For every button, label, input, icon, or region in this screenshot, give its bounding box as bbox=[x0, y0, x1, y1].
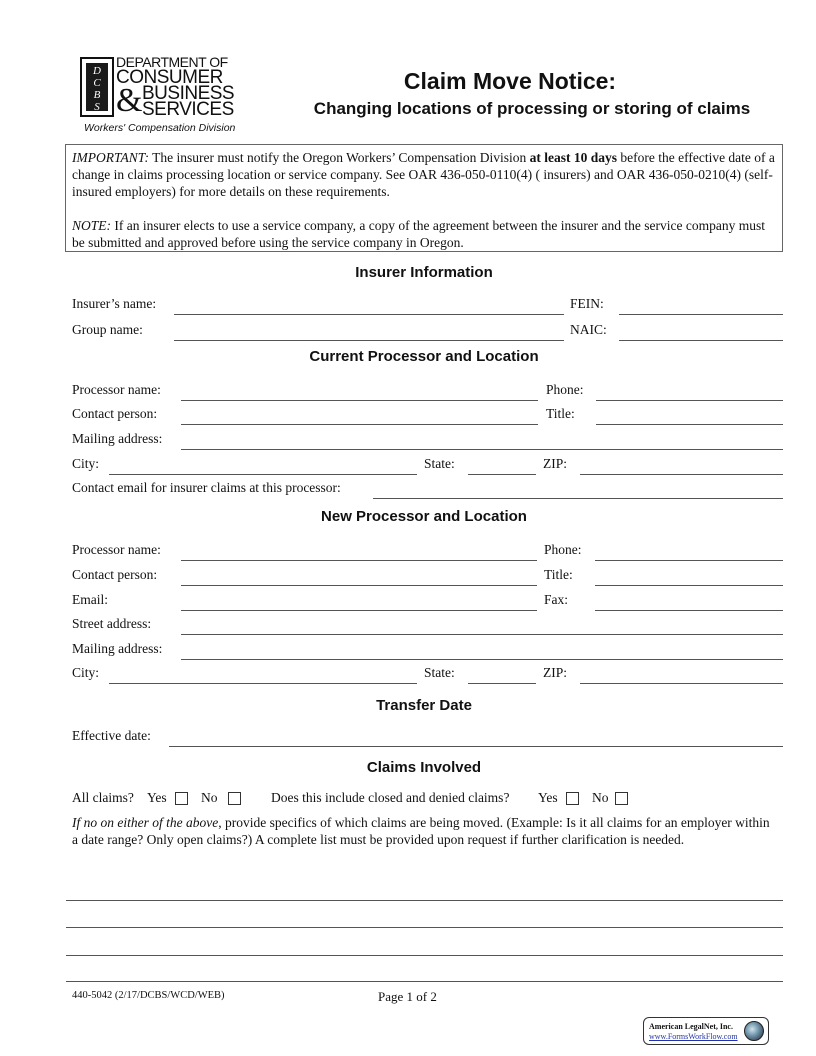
important-notice bbox=[65, 144, 783, 252]
page-subtitle: Changing locations of processing or storing of claims bbox=[313, 99, 751, 118]
new-city-field[interactable] bbox=[109, 666, 417, 684]
section-title-claims-involved: Claims Involved bbox=[366, 759, 482, 776]
logo-ampersand: & bbox=[116, 82, 143, 119]
new-street-address-field[interactable] bbox=[181, 617, 783, 635]
new-mailing-address-field[interactable] bbox=[181, 642, 783, 660]
new-street-address-label: Street address: bbox=[72, 616, 152, 631]
group-name-field[interactable] bbox=[174, 323, 564, 341]
legalnet-badge[interactable] bbox=[643, 1017, 769, 1045]
current-processor-name-field[interactable] bbox=[181, 383, 538, 401]
logo-line-consumer: CONSUMER bbox=[116, 67, 223, 88]
new-processor-name-label: Processor name: bbox=[72, 542, 161, 557]
logo-division: Workers' Compensation Division bbox=[84, 122, 236, 134]
new-email-label: Email: bbox=[72, 592, 108, 607]
important-paragraph bbox=[72, 149, 776, 200]
new-city-label: City: bbox=[72, 665, 100, 680]
current-contact-email-field[interactable] bbox=[373, 481, 783, 499]
badge-company: American LegalNet, Inc. bbox=[649, 1022, 733, 1031]
section-title-insurer: Insurer Information bbox=[355, 264, 493, 281]
effective-date-label: Effective date: bbox=[72, 728, 151, 743]
current-processor-name-label: Processor name: bbox=[72, 382, 161, 397]
claims-instructions bbox=[72, 814, 772, 848]
new-zip-label: ZIP: bbox=[543, 665, 568, 680]
note-paragraph bbox=[72, 217, 776, 251]
naic-field[interactable] bbox=[619, 323, 783, 341]
insurer-name-field[interactable] bbox=[174, 297, 564, 315]
claims-specifics-line-1[interactable] bbox=[66, 883, 783, 901]
note-text: If an insurer elects to use a service company, a copy of the agreement between the insurer and the service company must be submitted and approved before using the service company in Oregon. bbox=[72, 218, 766, 250]
new-title-field[interactable] bbox=[595, 568, 783, 586]
logo-line-department: DEPARTMENT OF bbox=[116, 54, 228, 70]
page-title: Claim Move Notice: bbox=[403, 68, 617, 94]
section-title-new-processor: New Processor and Location bbox=[321, 508, 527, 525]
current-city-field[interactable] bbox=[109, 457, 417, 475]
all-claims-yes-checkbox[interactable] bbox=[175, 792, 188, 805]
logo-line-services: SERVICES bbox=[142, 99, 234, 120]
new-fax-label: Fax: bbox=[544, 592, 569, 607]
new-processor-name-field[interactable] bbox=[181, 543, 537, 561]
claims-instructions-text: , provide specifics of which claims are being moved. (Example: Is it all claims for an employer within a date range? Only open claims?) A complete list must be provided upon request if further clarification is needed. bbox=[72, 815, 770, 847]
current-state-field[interactable] bbox=[468, 457, 536, 475]
group-name-label: Group name: bbox=[72, 322, 143, 337]
new-zip-field[interactable] bbox=[580, 666, 783, 684]
all-claims-no-checkbox[interactable] bbox=[228, 792, 241, 805]
important-deadline: at least 10 days bbox=[529, 150, 617, 165]
form-number: 440-5042 (2/17/DCBS/WCD/WEB) bbox=[72, 990, 225, 1001]
globe-icon bbox=[744, 1021, 764, 1041]
current-contact-person-field[interactable] bbox=[181, 407, 538, 425]
naic-label: NAIC: bbox=[570, 322, 607, 337]
current-contact-email-label: Contact email for insurer claims at this processor: bbox=[72, 480, 341, 495]
closed-denied-yes-label: Yes bbox=[538, 790, 558, 805]
section-title-current-processor: Current Processor and Location bbox=[309, 348, 539, 365]
current-mailing-address-label: Mailing address: bbox=[72, 431, 163, 446]
important-text-1: The insurer must notify the Oregon Workers’ Compensation Division bbox=[149, 150, 530, 165]
new-email-field[interactable] bbox=[181, 593, 537, 611]
logo-business-services bbox=[142, 83, 235, 120]
new-state-label: State: bbox=[424, 665, 455, 680]
all-claims-label: All claims? bbox=[72, 790, 134, 805]
fein-label: FEIN: bbox=[570, 296, 604, 311]
current-title-label: Title: bbox=[546, 406, 575, 421]
current-city-label: City: bbox=[72, 456, 100, 471]
insurer-name-label: Insurer’s name: bbox=[72, 296, 157, 311]
current-mailing-address-field[interactable] bbox=[181, 432, 783, 450]
claims-instructions-italic: If no on either of the above bbox=[72, 815, 219, 830]
closed-denied-no-label: No bbox=[592, 790, 609, 805]
logo-monogram: DCBS bbox=[91, 65, 103, 113]
current-zip-label: ZIP: bbox=[543, 456, 568, 471]
effective-date-field[interactable] bbox=[169, 729, 783, 747]
section-title-transfer-date: Transfer Date bbox=[376, 697, 472, 714]
claims-specifics-line-3[interactable] bbox=[66, 938, 783, 956]
important-label: IMPORTANT: bbox=[72, 150, 149, 165]
new-fax-field[interactable] bbox=[595, 593, 783, 611]
current-title-field[interactable] bbox=[596, 407, 783, 425]
logo-line-business: BUSINESS bbox=[142, 83, 235, 104]
all-claims-no-label: No bbox=[201, 790, 218, 805]
current-phone-field[interactable] bbox=[596, 383, 783, 401]
current-contact-person-label: Contact person: bbox=[72, 406, 158, 421]
page-number: Page 1 of 2 bbox=[378, 989, 437, 1004]
dcbs-monogram-logo bbox=[80, 57, 114, 117]
claims-specifics-line-4[interactable] bbox=[66, 964, 783, 982]
current-state-label: State: bbox=[424, 456, 455, 471]
closed-denied-no-checkbox[interactable] bbox=[615, 792, 628, 805]
new-mailing-address-label: Mailing address: bbox=[72, 641, 163, 656]
new-contact-person-label: Contact person: bbox=[72, 567, 158, 582]
all-claims-yes-label: Yes bbox=[147, 790, 167, 805]
badge-url[interactable]: www.FormsWorkFlow.com bbox=[649, 1032, 738, 1041]
current-zip-field[interactable] bbox=[580, 457, 783, 475]
new-contact-person-field[interactable] bbox=[181, 568, 537, 586]
new-phone-field[interactable] bbox=[595, 543, 783, 561]
current-phone-label: Phone: bbox=[546, 382, 584, 397]
closed-denied-label: Does this include closed and denied claims? bbox=[271, 790, 510, 805]
new-phone-label: Phone: bbox=[544, 542, 582, 557]
new-title-label: Title: bbox=[544, 567, 573, 582]
note-label: NOTE: bbox=[72, 218, 112, 233]
claims-specifics-line-2[interactable] bbox=[66, 910, 783, 928]
closed-denied-yes-checkbox[interactable] bbox=[566, 792, 579, 805]
important-text-2: before the effective date of a change in claims processing location or service company. See OAR 436-050-0110(4) ( insurers) and OAR 436-050-0210(4) (self-insured employers) for more details on these requirements. bbox=[72, 150, 775, 199]
new-state-field[interactable] bbox=[468, 666, 536, 684]
fein-field[interactable] bbox=[619, 297, 783, 315]
